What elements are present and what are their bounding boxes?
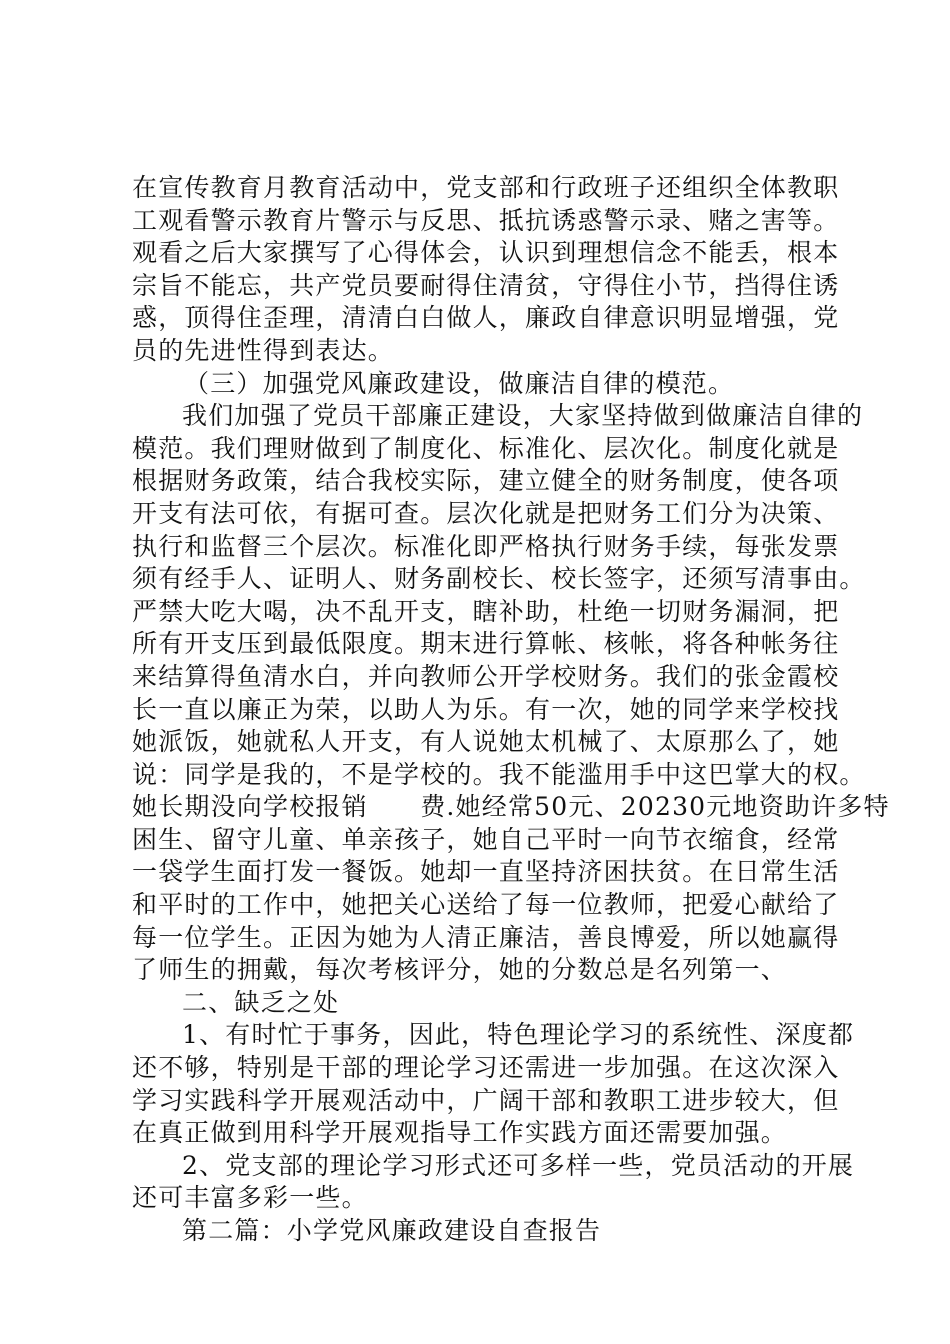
text-line: 和平时的工作中，她把关心送给了每一位教师，把爱心献给了 xyxy=(132,890,840,920)
text-line: 说：同学是我的，不是学校的。我不能滥用手中这巴掌大的权。 xyxy=(132,759,866,789)
section-heading: 二、缺乏之处 xyxy=(182,987,340,1017)
text-line: 她派饭，她就私人开支，有人说她太机械了、太原那么了，她 xyxy=(132,727,840,757)
text-line: 来结算得鱼清水白，并向教师公开学校财务。我们的张金霞校 xyxy=(132,661,840,691)
text-line: 执行和监督三个层次。标准化即严格执行财务手续，每张发票 xyxy=(132,531,840,561)
text-line: 每一位学生。正因为她为人清正廉洁，善良博爱，所以她赢得 xyxy=(132,922,840,952)
document-body xyxy=(132,172,890,1248)
chapter-title: 第二篇：小学党风廉政建设自查报告 xyxy=(182,1216,602,1245)
text-line: 还可丰富多彩一些。 xyxy=(132,1183,368,1213)
text-line: 观看之后大家撰写了心得体会，认识到理想信念不能丢，根本 xyxy=(132,238,840,268)
text-line: 根据财务政策，结合我校实际，建立健全的财务制度，使各项 xyxy=(132,466,840,496)
text-line: 模范。我们理财做到了制度化、标准化、层次化。制度化就是 xyxy=(132,433,840,463)
text-line: 须有经手人、证明人、财务副校长、校长签字，还须写清事由。 xyxy=(132,564,866,594)
text-line: 在真正做到用科学开展观指导工作实践方面还需要加强。 xyxy=(132,1118,788,1148)
text-line: 严禁大吃大喝，决不乱开支，瞎补助，杜绝一切财务漏洞，把 xyxy=(132,596,840,626)
text-line: 长一直以廉正为荣，以助人为乐。有一次，她的同学来学校找 xyxy=(132,694,840,724)
text-line: 学习实践科学开展观活动中，广阔干部和教职工进步较大，但 xyxy=(132,1085,840,1115)
text-line: 所有开支压到最低限度。期末进行算帐、核帐，将各种帐务往 xyxy=(132,629,840,659)
text-line: 开支有法可依，有据可查。层次化就是把财务工们分为决策、 xyxy=(132,498,840,528)
paragraph-first-line: 2、党支部的理论学习形式还可多样一些，党员活动的开展 xyxy=(182,1150,855,1180)
text-line: 员的先进性得到表达。 xyxy=(132,335,395,365)
text-line: 一袋学生面打发一餐饭。她却一直坚持济困扶贫。在日常生活 xyxy=(132,857,840,887)
text-line: 惑，顶得住歪理，清清白白做人，廉政自律意识明显增强，党 xyxy=(132,303,840,333)
section-heading: （三）加强党风廉政建设，做廉洁自律的模范。 xyxy=(184,368,735,398)
text-line: 困生、留守儿童、单亲孩子，她自己平时一向节衣缩食，经常 xyxy=(132,824,840,854)
text-line: 她长期没向学校报销 费.她经常50元、20230元地资助许多特 xyxy=(132,792,890,822)
paragraph-first-line: 我们加强了党员干部廉正建设，大家坚持做到做廉洁自律的 xyxy=(182,401,864,431)
text-line: 宗旨不能忘，共产党员要耐得住清贫，守得住小节，挡得住诱 xyxy=(132,270,840,300)
paragraph-first-line: 1、有时忙于事务，因此，特色理论学习的系统性、深度都 xyxy=(182,1020,855,1050)
text-line: 在宣传教育月教育活动中，党支部和行政班子还组织全体教职 xyxy=(132,173,840,202)
text-line: 工观看警示教育片警示与反思、抵抗诱惑警示录、赌之害等。 xyxy=(132,205,840,235)
text-line: 还不够，特别是干部的理论学习还需进一步加强。在这次深入 xyxy=(132,1053,840,1083)
text-line: 了师生的拥戴，每次考核评分，她的分数总是名列第一、 xyxy=(132,955,788,985)
